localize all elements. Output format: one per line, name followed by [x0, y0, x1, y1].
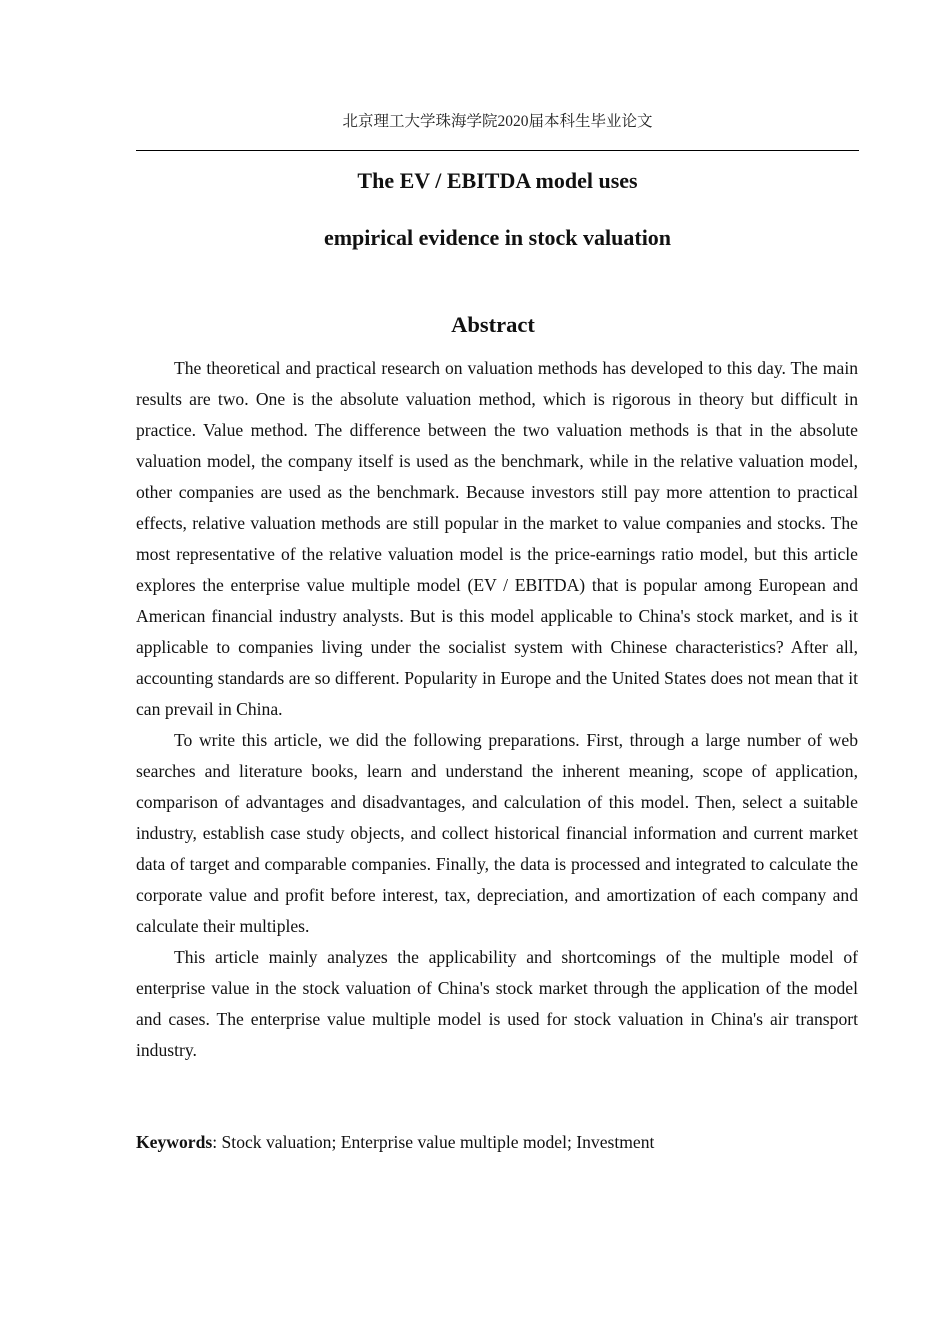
abstract-heading: Abstract	[451, 312, 535, 337]
abstract-paragraph-1: The theoretical and practical research on valuation methods has developed to this day. The main results are two. One is the absolute valuation method, which is rigorous in theory but difficult in practice. Value method. The difference between the two valuation methods is that in the absolute valuation model, the company itself is used as the benchmark, while in the relative valuation model, other companies are used as the benchmark. Because investors still pay more attention to practical effects, relative valuation methods are still popular in the market to value companies and stocks. The most representative of the relative valuation model is the price-earnings ratio model, but this article explores the enterprise value multiple model (EV / EBITDA) that is popular among European and American financial industry analysts. But is this model applicable to China's stock market, and is it applicable to companies living under the socialist system with Chinese characteristics? After all, accounting standards are so different. Popularity in Europe and the United States does not mean that it can prevail in China.	[136, 358, 858, 719]
thesis-title-line-1: The EV / EBITDA model uses	[357, 168, 638, 193]
keywords-line	[136, 1127, 858, 1158]
header-divider	[136, 150, 859, 151]
abstract-paragraph-2: To write this article, we did the following preparations. First, through a large number of web searches and literature books, learn and understand the inherent meaning, scope of application, comparison of advantages and disadvantages, and calculation of this model. Then, select a suitable industry, establish case study objects, and collect historical financial information and current market data of target and comparable companies. Finally, the data is processed and integrated to calculate the corporate value and profit before interest, tax, depreciation, and amortization of each company and calculate their multiples.	[136, 730, 858, 936]
running-header: 北京理工大学珠海学院2020届本科生毕业论文	[342, 113, 653, 130]
keywords-text: : Stock valuation; Enterprise value multiple model; Investment	[212, 1132, 655, 1152]
abstract-paragraph-3: This article mainly analyzes the applicability and shortcomings of the multiple model of enterprise value in the stock valuation of China's stock market through the application of the model and cases. The enterprise value multiple model is used for stock valuation in China's air transport industry.	[136, 947, 858, 1060]
thesis-title-line-2: empirical evidence in stock valuation	[323, 225, 672, 250]
abstract-body	[136, 353, 858, 1066]
keywords-label: Keywords	[136, 1132, 213, 1152]
